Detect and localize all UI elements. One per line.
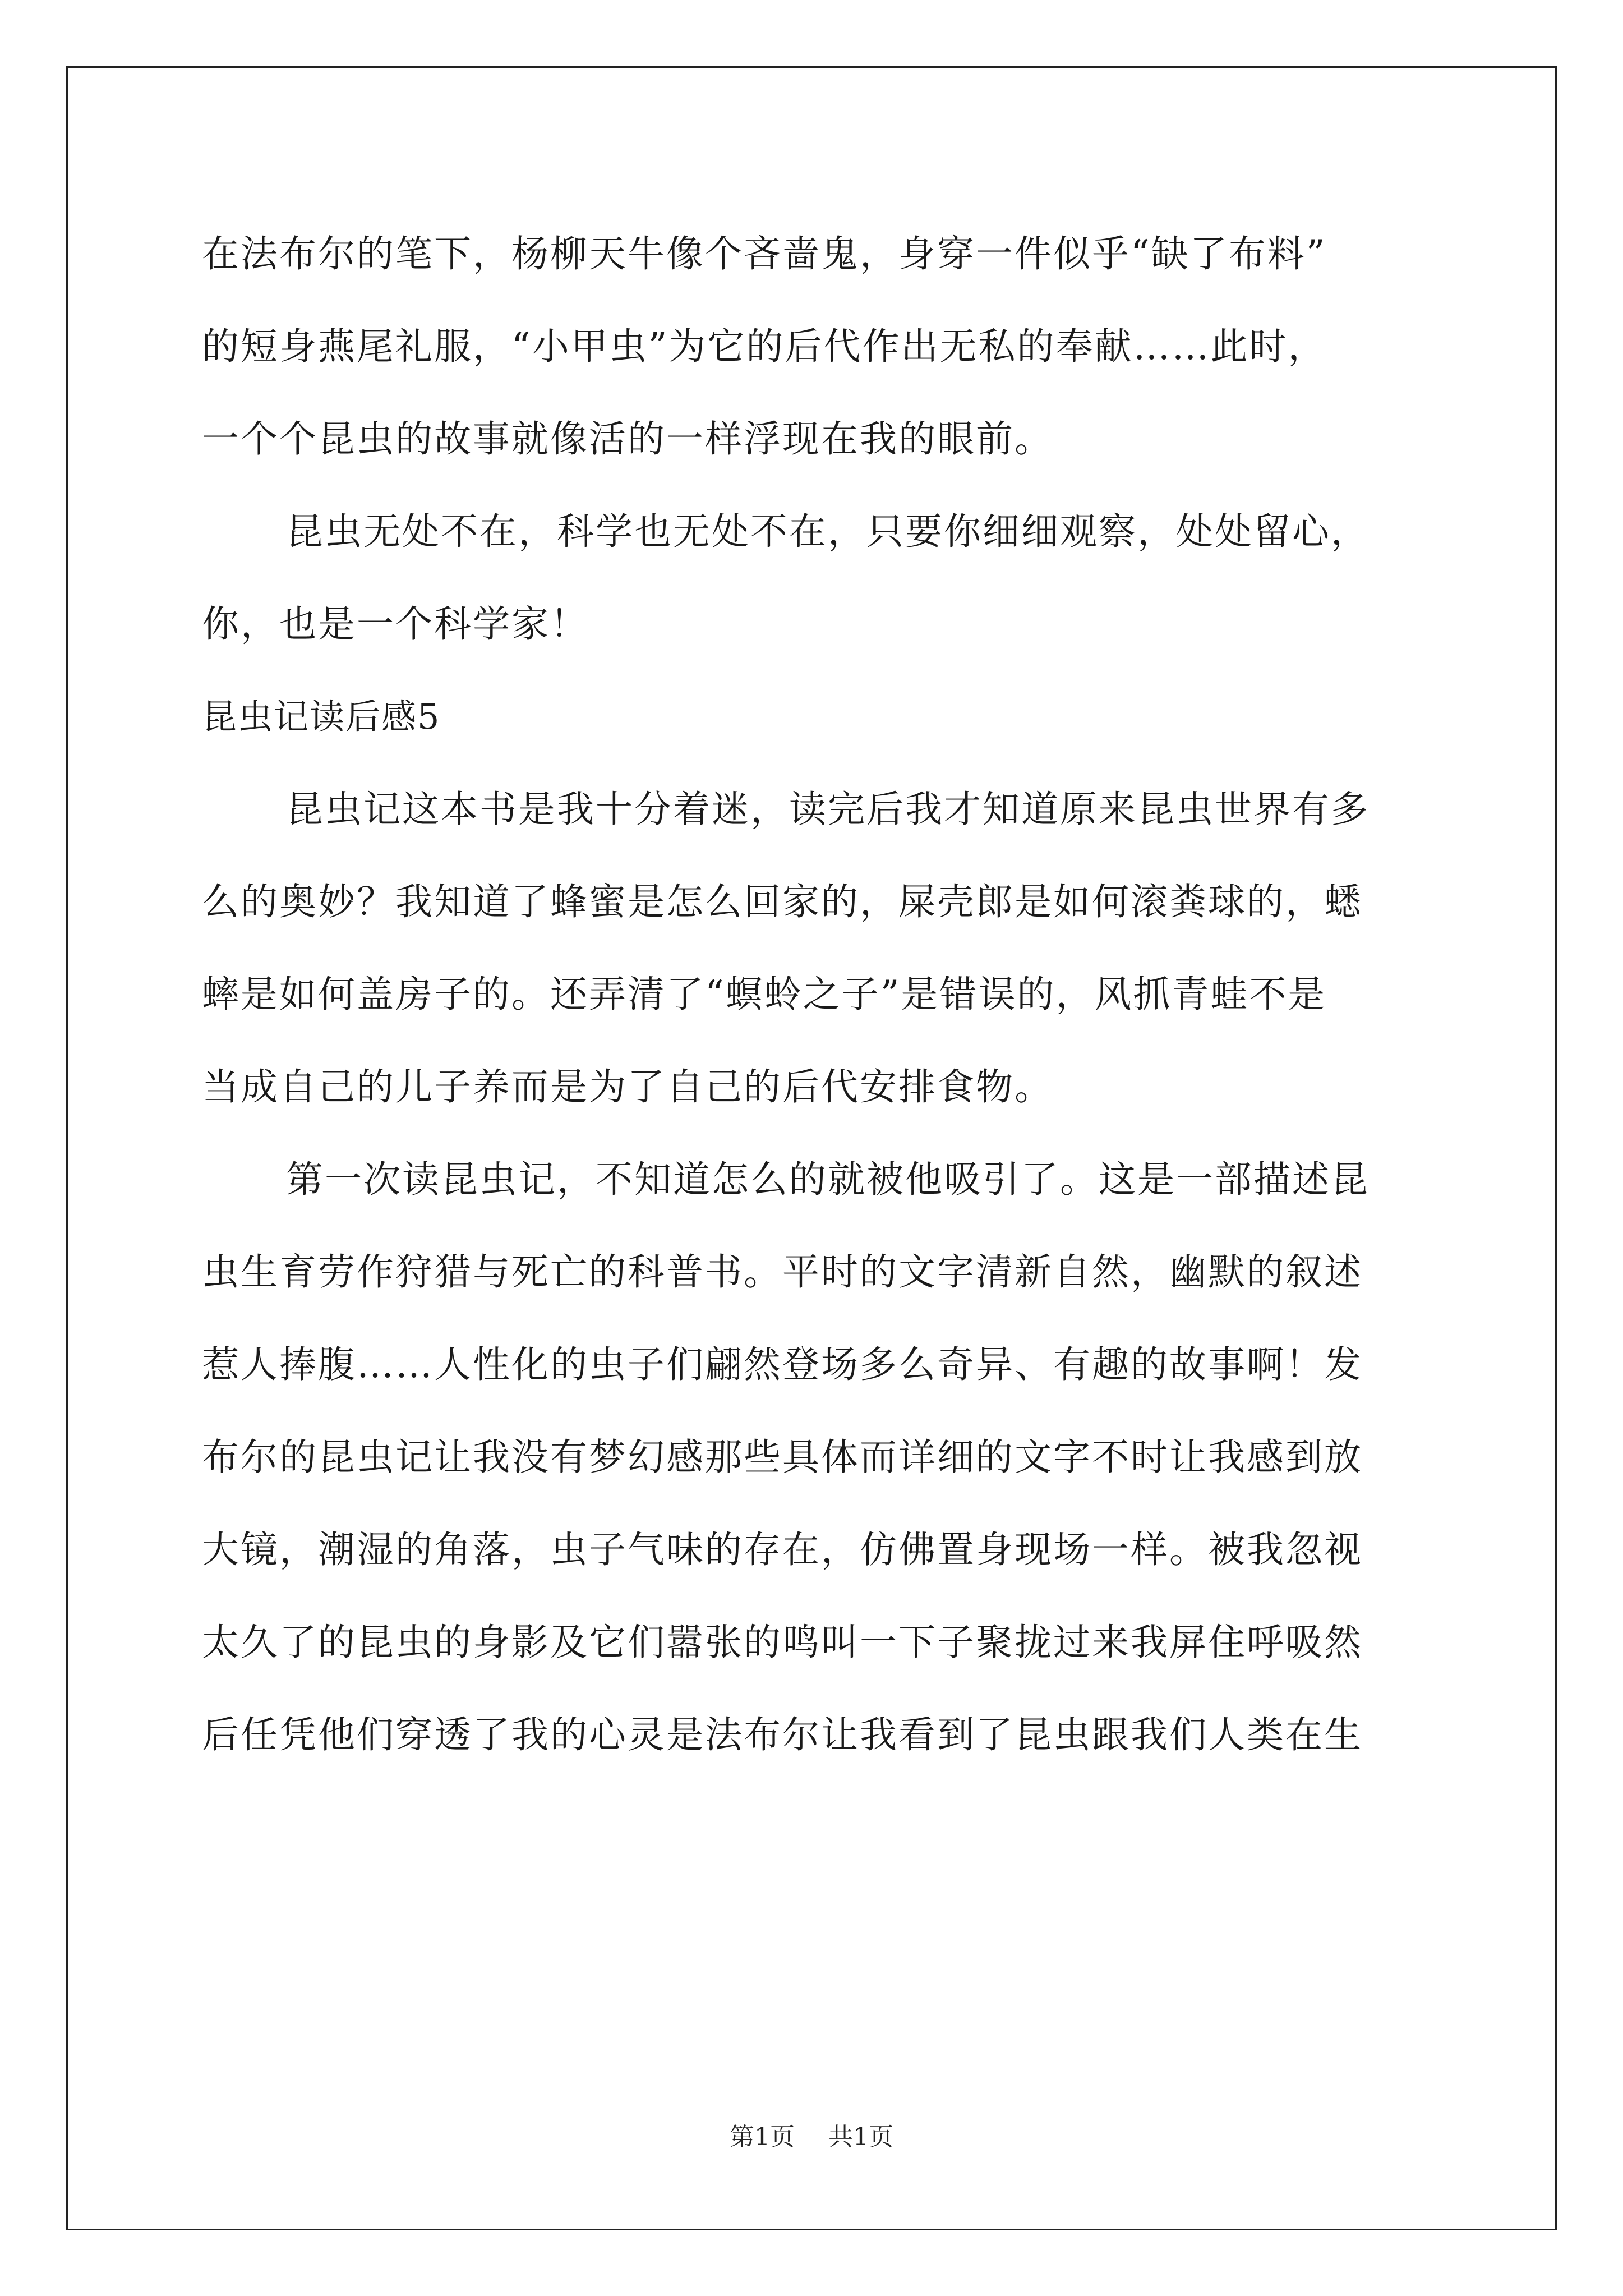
page-number: 第1页 [730, 2123, 795, 2151]
text-line-8: 么的奥妙？我知道了蜂蜜是怎么回家的，屎壳郎是如何滚粪球的，蟋 [202, 880, 1363, 923]
text-line-15: 大镜，潮湿的角落，虫子气味的存在，仿佛置身现场一样。被我忽视 [202, 1528, 1363, 1571]
text-line-9: 蟀是如何盖房子的。还弄清了“螟蛉之子”是错误的，风抓青蛙不是 [202, 973, 1327, 1016]
text-line-1: 在法布尔的笔下，杨柳天牛像个吝啬鬼，身穿一件似乎“缺了布料” [202, 232, 1327, 275]
page-total: 共1页 [828, 2123, 893, 2151]
text-line-14: 布尔的昆虫记让我没有梦幻感那些具体而详细的文字不时让我感到放 [202, 1435, 1363, 1479]
text-line-2: 的短身燕尾礼服，“小甲虫”为它的后代作出无私的奉献……此时， [202, 325, 1327, 368]
text-line-12: 虫生育劳作狩猎与死亡的科普书。平时的文字清新自然，幽默的叙述 [202, 1250, 1363, 1294]
text-line-13: 惹人捧腹……人性化的虫子们翩然登场多么奇异、有趣的故事啊！发 [202, 1343, 1363, 1386]
section-heading: 昆虫记读后感5 [202, 696, 441, 737]
text-line-3: 一个个昆虫的故事就像活的一样浮现在我的眼前。 [202, 417, 1053, 461]
text-line-11: 第一次读昆虫记，不知道怎么的就被他吸引了。这是一部描述昆 [286, 1158, 1370, 1201]
text-line-17: 后任凭他们穿透了我的心灵是法布尔让我看到了昆虫跟我们人类在生 [202, 1713, 1363, 1756]
text-line-4: 昆虫无处不在，科学也无处不在，只要你细细观察，处处留心， [286, 510, 1370, 553]
text-line-16: 太久了的昆虫的身影及它们嚣张的鸣叫一下子聚拢过来我屏住呼吸然 [202, 1621, 1363, 1664]
page-footer [0, 2120, 1623, 2154]
text-line-10: 当成自己的儿子养而是为了自己的后代安排食物。 [202, 1065, 1053, 1108]
document-body [202, 208, 1430, 1781]
text-line-5: 你，也是一个科学家！ [202, 602, 589, 646]
text-line-7: 昆虫记这本书是我十分着迷，读完后我才知道原来昆虫世界有多 [286, 788, 1370, 831]
